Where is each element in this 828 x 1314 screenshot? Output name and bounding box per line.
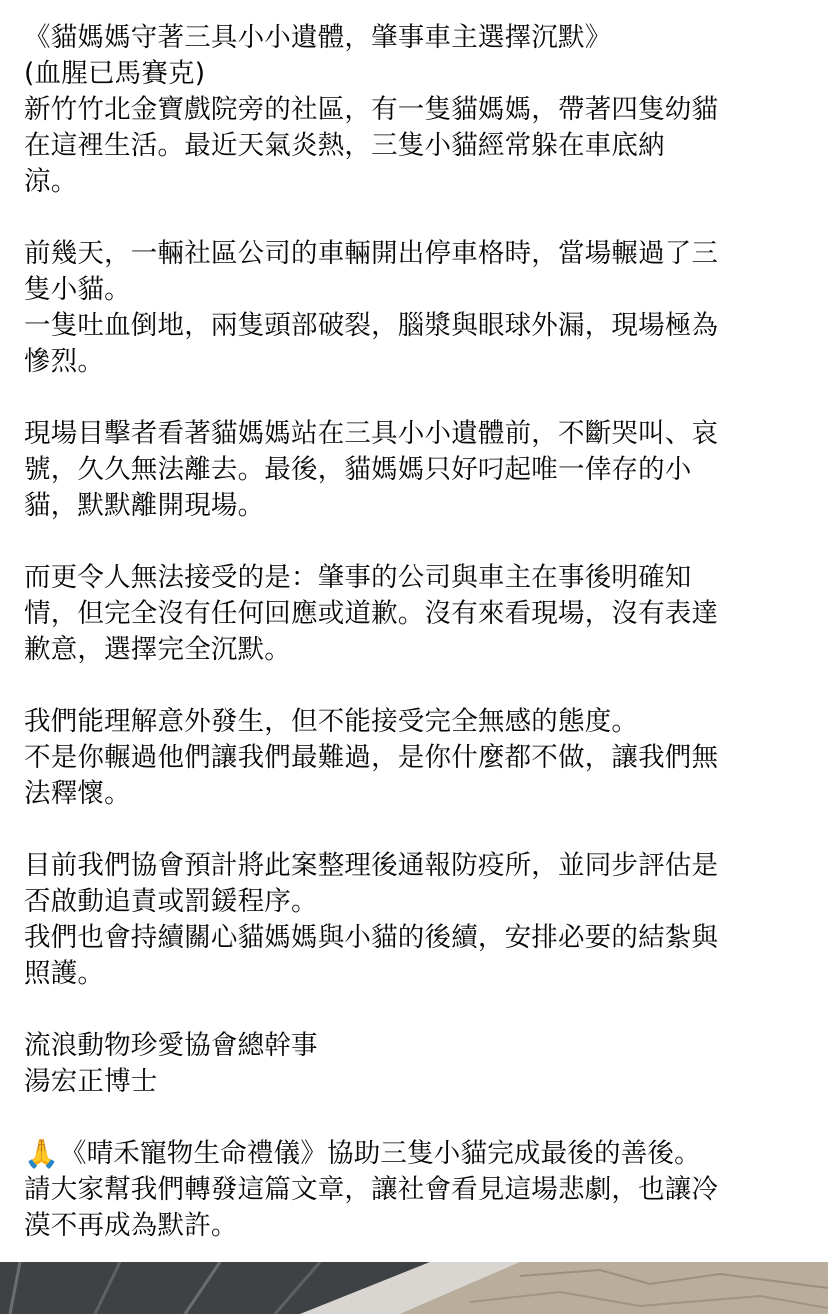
text-line: 號，久久無法離去。最後，貓媽媽只好叼起唯一倖存的小 — [24, 454, 692, 485]
closing-first-line-text: 《晴禾寵物生命禮儀》協助三隻小貓完成最後的善後。 — [60, 1138, 701, 1169]
folded-hands-icon: 🙏 — [24, 1137, 60, 1170]
paragraph-gap — [24, 668, 814, 704]
paragraph — [24, 20, 814, 200]
text-line: 我們能理解意外發生，但不能接受完全無感的態度。 — [24, 706, 639, 737]
paragraph — [24, 416, 814, 524]
text-line: 照護。 — [24, 958, 105, 989]
text-line: 請大家幫我們轉發這篇文章，讓社會看見這場悲劇，也讓冷 — [24, 1174, 719, 1205]
text-line: 一隻吐血倒地，兩隻頭部破裂，腦漿與眼球外漏，現場極為 — [24, 310, 719, 341]
paragraph — [24, 848, 814, 992]
text-line: (血腥已馬賽克) — [24, 58, 206, 89]
text-line: 否啟動追責或罰鍰程序。 — [24, 886, 318, 917]
text-line: 在這裡生活。最近天氣炎熱，三隻小貓經常躲在車底納 — [24, 130, 665, 161]
paragraph-gap — [24, 992, 814, 1028]
closing-paragraph — [24, 1136, 814, 1244]
attached-photo[interactable] — [0, 1262, 828, 1314]
paragraph-gap — [24, 524, 814, 560]
paragraph-gap — [24, 812, 814, 848]
text-line: 情，但完全沒有任何回應或道歉。沒有來看現場，沒有表達 — [24, 598, 719, 629]
text-line: 貓，默默離開現場。 — [24, 490, 265, 521]
text-line: 我們也會持續關心貓媽媽與小貓的後續，安排必要的結紮與 — [24, 922, 719, 953]
text-line: 法釋懷。 — [24, 778, 131, 809]
text-line: 《貓媽媽守著三具小小遺體，肇事車主選擇沉默》 — [24, 22, 612, 53]
paragraph-gap — [24, 200, 814, 236]
post-body — [24, 20, 814, 1244]
text-line: 現場目擊者看著貓媽媽站在三具小小遺體前，不斷哭叫、哀 — [24, 418, 719, 449]
paragraph — [24, 236, 814, 380]
text-line: 涼。 — [24, 166, 78, 197]
text-line: 目前我們協會預計將此案整理後通報防疫所，並同步評估是 — [24, 850, 719, 881]
paragraph — [24, 560, 814, 668]
photo-preview — [0, 1262, 828, 1314]
paragraph-gap — [24, 380, 814, 416]
text-line: 漠不再成為默許。 — [24, 1210, 238, 1241]
text-line: 湯宏正博士 — [24, 1066, 158, 1097]
closing-first-line — [24, 1136, 814, 1172]
paragraph-gap — [24, 1100, 814, 1136]
paragraph — [24, 704, 814, 812]
text-line: 流浪動物珍愛協會總幹事 — [24, 1030, 318, 1061]
text-line: 歉意，選擇完全沉默。 — [24, 634, 291, 665]
text-line: 慘烈。 — [24, 346, 105, 377]
text-line: 前幾天，一輛社區公司的車輛開出停車格時，當場輾過了三 — [24, 238, 719, 269]
text-line: 新竹竹北金寶戲院旁的社區，有一隻貓媽媽，帶著四隻幼貓 — [24, 94, 719, 125]
text-line: 不是你輾過他們讓我們最難過，是你什麼都不做，讓我們無 — [24, 742, 719, 773]
closing-lines — [24, 1172, 814, 1244]
paragraph — [24, 1028, 814, 1100]
text-line: 而更令人無法接受的是：肇事的公司與車主在事後明確知 — [24, 562, 692, 593]
post-paragraphs — [24, 20, 814, 1100]
text-line: 隻小貓。 — [24, 274, 131, 305]
